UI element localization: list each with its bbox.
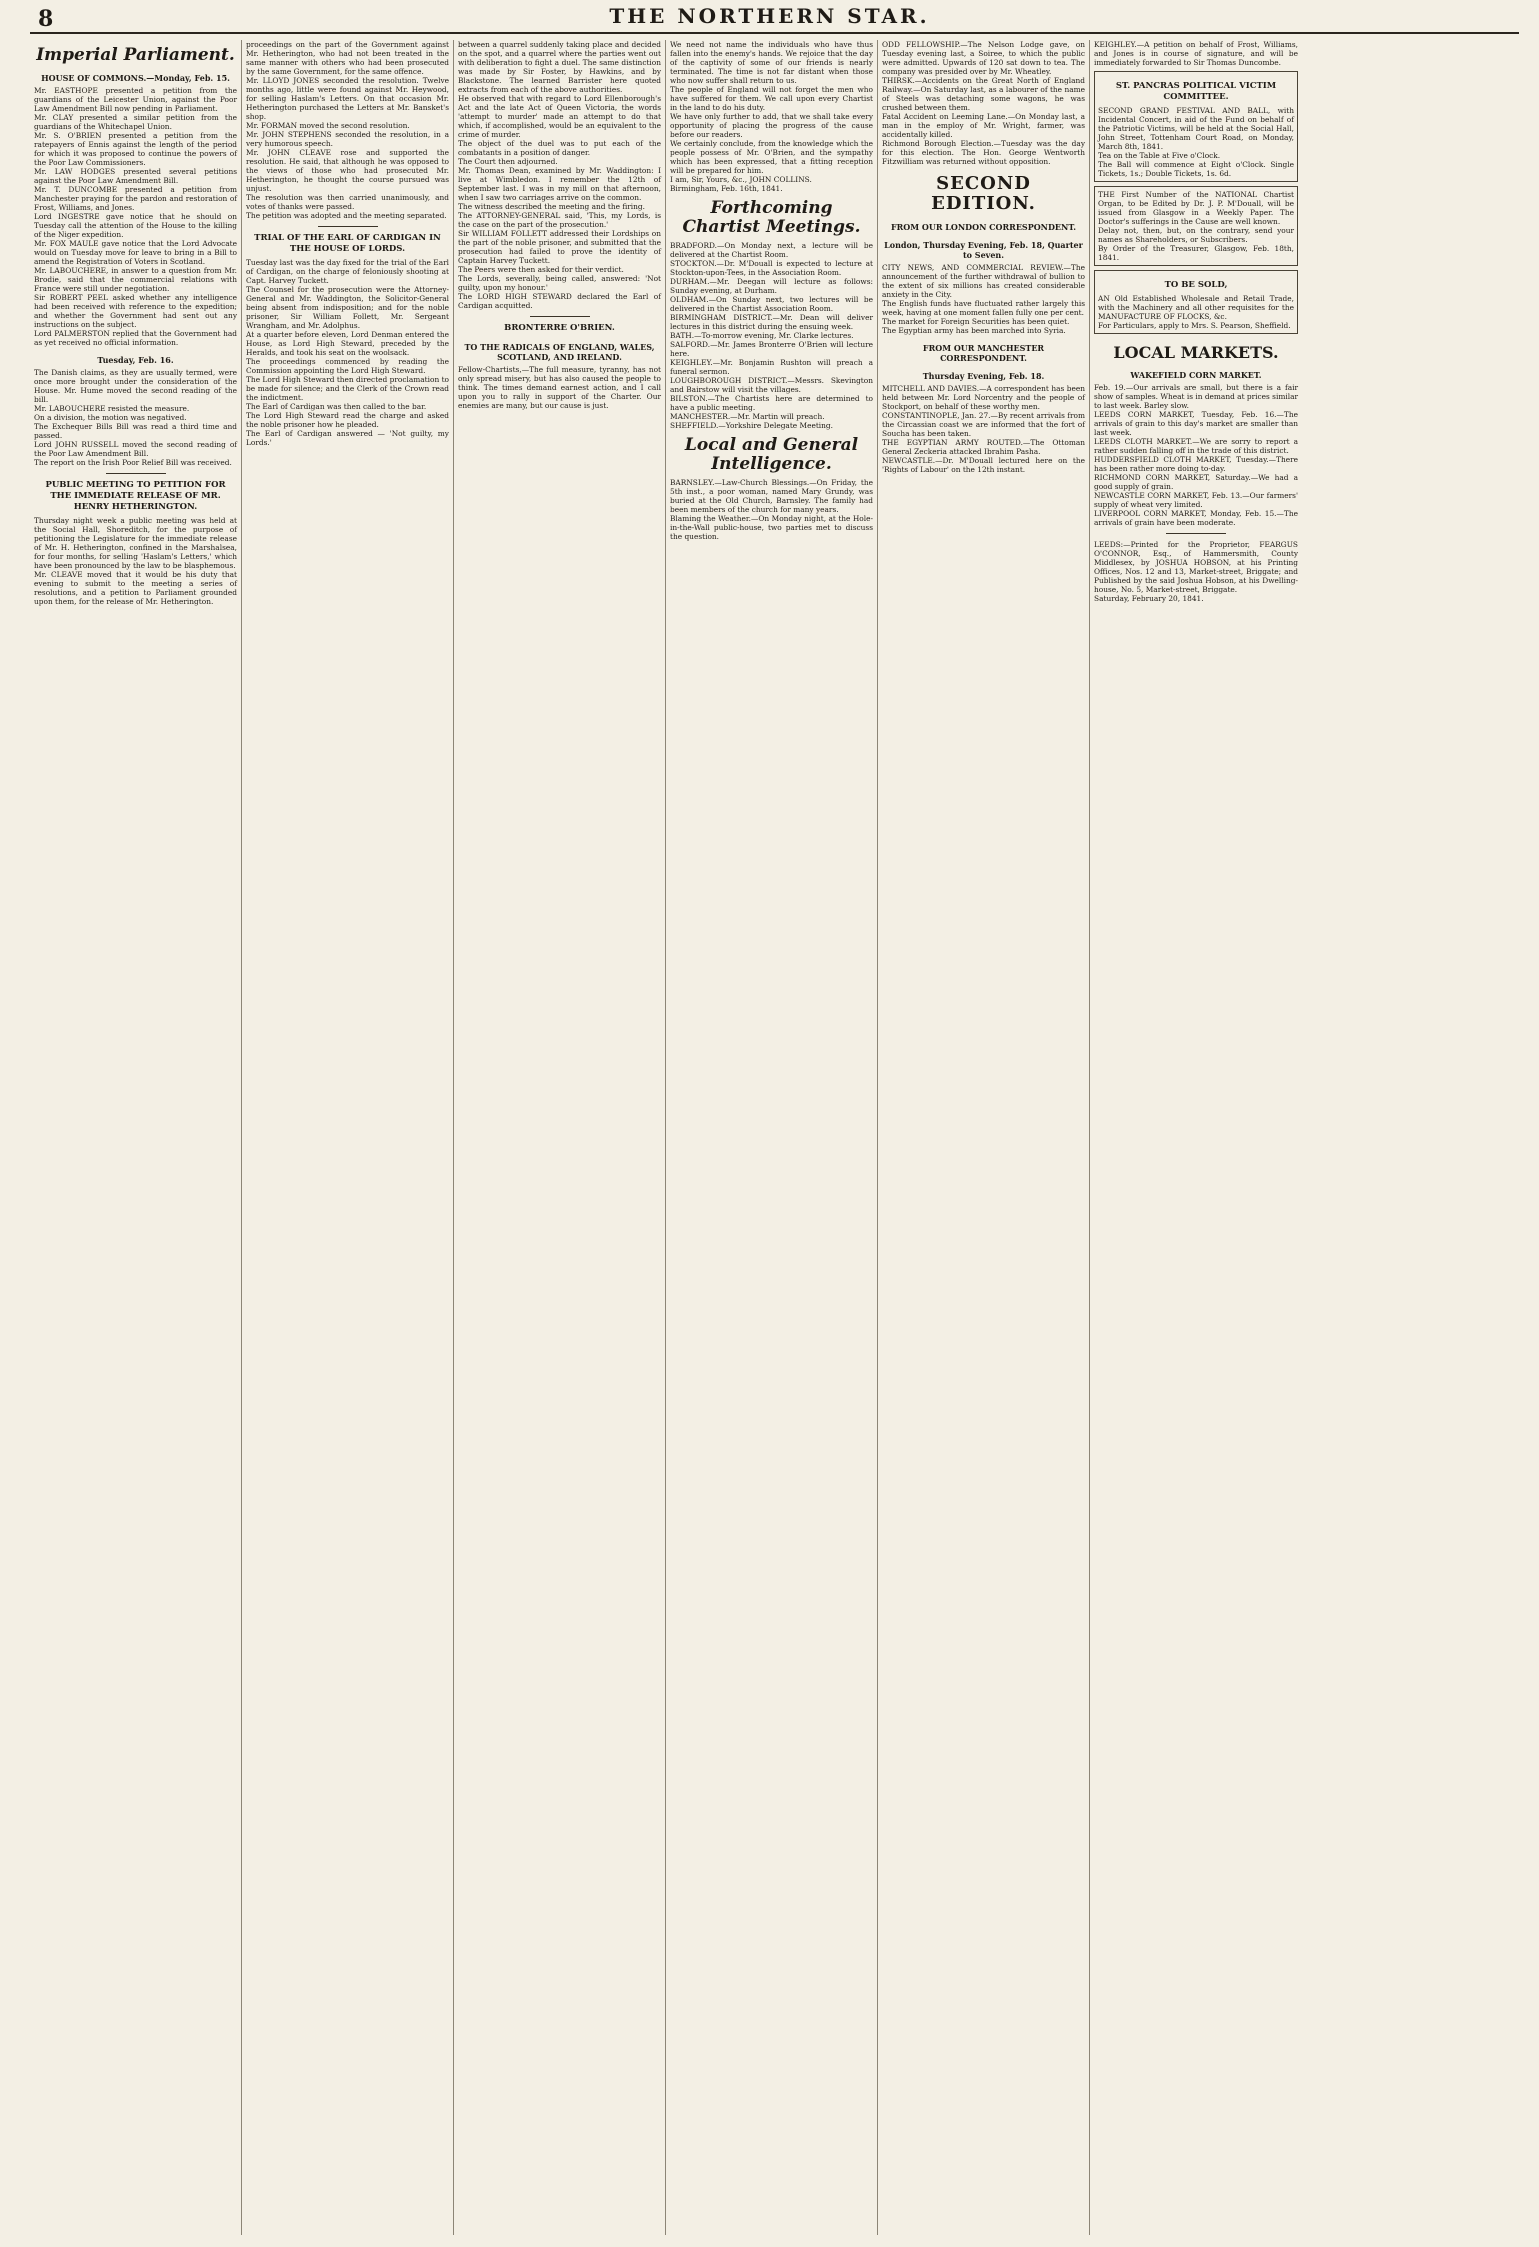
column-2	[242, 40, 454, 2235]
article-body: between a quarrel suddenly taking place and decided on the spot, and a quarrel where the parties went out with deliberation to fight a duel. The same distinction was made by Sir Foster, by Hawkins, and by Blackstone. The learned Barrister here quoted extracts from each of the above authorities. He observed that with regard to Lord Ellenborough's Act and the late Act of Queen Victoria, the words 'attempt to murder' made an attempt to do that which, if accomplished, would be an equivalent to the crime of murder. The object of the duel was to put each of the combatants in a position of danger. The Court then adjourned.	[458, 40, 661, 166]
article-body: Tuesday last was the day fixed for the trial of the Earl of Cardigan, on the charge of feloniously shooting at Capt. Harvey Tuckett. The Counsel for the prosecution were the Attorney-General and Mr. Waddington, the Solicitor-General being absent from indisposition; and for the noble prisoner, Sir William Follett, Mr. Sergeant Wrangham, and Mr. Adolphus. At a quarter before eleven, Lord Denman entered the House, as Lord High Steward, preceded by the Heralds, and took his seat on the woolsack. The proceedings commenced by reading the Commission appointing the Lord High Steward. The Lord High Steward then directed proclamation to be made for silence; and the Clerk of the Crown read the indictment. The Earl of Cardigan was then called to the bar. The Lord High Steward read the charge and asked the noble prisoner how he pleaded. The Earl of Cardigan answered — 'Not guilty, my Lords.'	[246, 258, 449, 447]
article-body: Mr. Thomas Dean, examined by Mr. Waddington: I live at Wimbledon. I remember the 12th of September last. I was in my mill on that afternoon, when I saw two carriages arrive on the common. The witness described the meeting and the firing. The ATTORNEY-GENERAL said, 'This, my Lords, is the case on the part of the prosecution.' Sir WILLIAM FOLLETT addressed their Lordships on the part of the noble prisoner, and submitted that the prosecution had failed to prove the identity of Captain Harvey Tuckett. The Peers were then asked for their verdict. The Lords, severally, being called, answered: 'Not guilty, upon my honour.' The LORD HIGH STEWARD declared the Earl of Cardigan acquitted.	[458, 166, 661, 310]
subheading-wakefield: WAKEFIELD CORN MARKET.	[1130, 370, 1262, 380]
markets-body: Feb. 19.—Our arrivals are small, but there is a fair show of samples. Wheat is in demand at prices similar to last week. Barley slow. LEEDS CORN MARKET, Tuesday, Feb. 16.—The arrivals of grain to this day's market are smaller than last week. LEEDS CLOTH MARKET.—We are sorry to report a rather sudden falling off in the trade of this district. HUDDERSFIELD CLOTH MARKET, Tuesday.—There has been rather more doing to-day. RICHMOND CORN MARKET, Saturday.—We had a good supply of grain. NEWCASTLE CORN MARKET, Feb. 13.—Our farmers' supply of wheat very limited. LIVERPOOL CORN MARKET, Monday, Feb. 15.—The arrivals of grain have been moderate.	[1094, 383, 1299, 527]
subheading-address: TO THE RADICALS OF ENGLAND, WALES, SCOTLAND, AND IRELAND.	[464, 342, 655, 362]
column-3	[454, 40, 666, 2235]
dateline: London, Thursday Evening, Feb. 18, Quarter to Seven.	[884, 240, 1083, 260]
ad-body: AN Old Established Wholesale and Retail Trade, with the Machinery and all other requisites for the MANUFACTURE OF FLOCKS, &c. For Particulars, apply to Mrs. S. Pearson, Sheffield.	[1098, 294, 1294, 330]
subheading-london: FROM OUR LONDON CORRESPONDENT.	[890, 222, 1077, 232]
article-body: Mr. EASTHOPE presented a petition from the guardians of the Leicester Union, against the Poor Law Amendment Bill now pending in Parliament. Mr. CLAY presented a similar petition from the guardians of the Whitechapel Union. Mr. S. O'BRIEN presented a petition from the ratepayers of Ennis against the length of the period for which it was proposed to continue the powers of the Poor Law Commissioners. Mr. LAW HODGES presented several petitions against the Poor Law Amendment Bill. Mr. T. DUNCOMBE presented a petition from Manchester praying for the pardon and restoration of Frost, Williams, and Jones. Lord INGESTRE gave notice that he should on Tuesday call the attention of the House to the killing of the Niger expedition. Mr. FOX MAULE gave notice that the Lord Advocate would on Tuesday move for leave to bring in a Bill to amend the Registration of Voters in Scotland. Mr. LABOUCHERE, in answer to a question from Mr. Brodie, said that the commercial relations with France were still under negotiation. Sir ROBERT PEEL asked whether any intelligence had been received with reference to the expedition; and whether the Government had sent out any instructions on the subject. Lord PALMERSTON replied that the Government had as yet received no official information.	[34, 86, 237, 347]
divider	[318, 226, 378, 227]
meetings-list: BRADFORD.—On Monday next, a lecture will be delivered at the Chartist Room. STOCKTON.—Dr. M'Douall is expected to lecture at Stockton-upon-Tees, in the Association Room. DURHAM.—Mr. Deegan will lecture as follows: Sunday evening, at Durham. OLDHAM.—On Sunday next, two lectures will be delivered in the Chartist Association Room. BIRMINGHAM DISTRICT.—Mr. Dean will deliver lectures in this district during the ensuing week. BATH.—To-morrow evening, Mr. Clarke lectures. SALFORD.—Mr. James Bronterre O'Brien will lecture here. KEIGHLEY.—Mr. Bonjamin Rushton will preach a funeral sermon. LOUGHBOROUGH DISTRICT.—Messrs. Skevington and Bairstow will visit the villages. BILSTON.—The Chartists here are determined to have a public meeting. MANCHESTER.—Mr. Martin will preach. SHEFFIELD.—Yorkshire Delegate Meeting.	[670, 241, 873, 430]
subheading-hetherington: PUBLIC MEETING TO PETITION FOR THE IMMEDIATE RELEASE OF MR. HENRY HETHERINGTON.	[45, 480, 226, 512]
ad-body: SECOND GRAND FESTIVAL AND BALL, with Incidental Concert, in aid of the Fund on behalf of the Patriotic Victims, will be held at the Social Hall, John Street, Tottenham Court Road, on Monday, March 8th, 1841. Tea on the Table at Five o'Clock. The Ball will commence at Eight o'Clock. Single Tickets, 1s.; Double Tickets, 1s. 6d.	[1098, 106, 1294, 178]
advertisement-box	[1094, 186, 1298, 266]
column-5	[878, 40, 1090, 2235]
article-body: CITY NEWS, AND COMMERCIAL REVIEW.—The announcement of the further withdrawal of bullion to the extent of six millions has created considerable anxiety in the City. The English funds have fluctuated rather largely this week, having at one moment fallen fully one per cent. The market for Foreign Securities has been quiet. The Egyptian army has been marched into Syria.	[882, 263, 1085, 335]
subheading-commons: HOUSE OF COMMONS.—Monday, Feb. 15.	[41, 73, 230, 83]
article-body: We need not name the individuals who have thus fallen into the enemy's hands. We rejoice that the day of the captivity of some of our friends is nearly terminated. The time is not far distant when those who now suffer shall return to us. The people of England will not forget the men who have suffered for them. We call upon every Chartist in the land to do his duty. We have only further to add, that we shall take every opportunity of placing the progress of the cause before our readers. We certainly conclude, from the knowledge which the people possess of Mr. O'Brien, and the sympathy which has been expressed, that a fitting reception will be prepared for him.	[670, 40, 873, 175]
article-body: Fellow-Chartists,—The full measure, tyranny, has not only spread misery, but has also caused the people to think. The times demand earnest action, and I call upon you to rally in support of the Charter. Our enemies are many, but our cause is just.	[458, 365, 664, 410]
dateline: Birmingham, Feb. 16th, 1841.	[670, 184, 783, 193]
section-heading-markets: LOCAL MARKETS.	[1113, 343, 1279, 362]
masthead	[0, 0, 1539, 36]
ad-title: TO BE SOLD,	[1164, 280, 1228, 290]
article-body: MITCHELL AND DAVIES.—A correspondent has been held between Mr. Lord Norcentry and the people of Stockport, on behalf of these worthy men. CONSTANTINOPLE, Jan. 27.—By recent arrivals from the Circassian coast we are informed that the fort of Soucha has been taken. THE EGYPTIAN ARMY ROUTED.—The Ottoman General Zeckeria attacked Ibrahim Pasha. NEWCASTLE.—Dr. M'Douall lectured here on the 'Rights of Labour' on the 12th instant.	[882, 384, 1085, 474]
column-1	[30, 40, 242, 2235]
signoff: I am, Sir, Yours, &c., JOHN COLLINS.	[670, 175, 812, 184]
subheading-manchester: FROM OUR MANCHESTER CORRESPONDENT.	[922, 343, 1045, 363]
advertisement-box	[1094, 71, 1298, 182]
printer-imprint: LEEDS:—Printed for the Proprietor, FEARGUS O'CONNOR, Esq., of Hammersmith, County Middlesex, by JOSHUA HOBSON, at his Printing Offices, Nos. 12 and 13, Market-street, Briggate; and Published by the said Joshua Hobson, at his Dwelling-house, No. 5, Market-street, Briggate. Saturday, February 20, 1841.	[1094, 540, 1298, 603]
article-body: ODD FELLOWSHIP.—The Nelson Lodge gave, on Tuesday evening last, a Soiree, to which the public were admitted. Upwards of 120 sat down to tea. The company was presided over by Mr. Wheatley. THIRSK.—Accidents on the Great North of England Railway.—On Saturday last, as a labourer of the name of Steels was detaching some wagons, he was crushed between them. Fatal Accident on Leeming Lane.—On Monday last, a man in the employ of Mr. Wright, farmer, was accidentally killed. Richmond Borough Election.—Tuesday was the day for this election. The Hon. George Wentworth Fitzwilliam was returned without opposition.	[882, 40, 1085, 166]
ad-body: THE First Number of the NATIONAL Chartist Organ, to be Edited by Dr. J. P. M'Douall, will be issued from Glasgow in a Weekly Paper. The Doctor's sufferings in the Cause are well known. Delay not, then, but, on the contrary, send your names as Shareholders, or Subscribers. By Order of the Treasurer, Glasgow, Feb. 18th, 1841.	[1098, 190, 1294, 262]
column-4	[666, 40, 878, 2235]
dateline: Thursday Evening, Feb. 18.	[922, 371, 1045, 381]
article-body: proceedings on the part of the Government against Mr. Hetherington, who had not been treated in the same manner with others who had been prosecuted by the same Government, for the same offence. Mr. LLOYD JONES seconded the resolution. Twelve months ago, little were found against Mr. Heywood, for selling Haslam's Letters. On that occasion Mr. Hetherington purchased the Letters at Mr. Bansket's shop. Mr. FORMAN moved the second resolution. Mr. JOHN STEPHENS seconded the resolution, in a very humorous speech. Mr. JOHN CLEAVE rose and supported the resolution. He said, that although he was opposed to the views of those who had prosecuted Mr. Hetherington, he thought the course pursued was unjust. The resolution was then carried unanimously, and votes of thanks were passed. The petition was adopted and the meeting separated.	[246, 40, 449, 220]
article-body: The Danish claims, as they are usually termed, were once more brought under the consideration of the House. Mr. Hume moved the second reading of the bill. Mr. LABOUCHERE resisted the measure. On a division, the motion was negatived. The Exchequer Bills Bill was read a third time and passed. Lord JOHN RUSSELL moved the second reading of the Poor Law Amendment Bill. The report on the Irish Poor Relief Bill was received.	[34, 368, 237, 467]
second-edition-heading: SECOND EDITION.	[931, 173, 1036, 214]
article-body: Thursday night week a public meeting was held at the Social Hall, Shoreditch, for the purpose of petitioning the Legislature for the immediate release of Mr. H. Hetherington, confined in the Marshalsea, for four months, for selling 'Haslam's Letters,' which have been pronounced by the law to be blasphemous. Mr. CLEAVE moved that it would be his duty that evening to submit to the meeting a series of resolutions, and a petition to Parliament grounded upon them, for the release of Mr. Hetherington.	[34, 516, 237, 606]
divider	[1166, 533, 1226, 534]
subheading-obrien: BRONTERRE O'BRIEN.	[504, 323, 615, 333]
article-body: BARNSLEY.—Law-Church Blessings.—On Friday, the 5th inst., a poor woman, named Mary Grundy, was buried at the Old Church, Barnsley. The family had been members of the church for many years. Blaming the Weather.—On Monday night, at the Hole-in-the-Wall public-house, two parties met to discuss the question.	[670, 478, 873, 541]
masthead-rule	[30, 32, 1519, 34]
advertisement-box	[1094, 270, 1298, 334]
newspaper-title: THE NORTHERN STAR.	[609, 4, 930, 28]
column-6	[1090, 40, 1302, 2235]
section-heading-meetings: Forthcoming Chartist Meetings.	[682, 198, 861, 237]
article-body: KEIGHLEY.—A petition on behalf of Frost, Williams, and Jones is in course of signature, and will be immediately forwarded to Sir Thomas Duncombe.	[1094, 40, 1301, 67]
page-number: 8	[38, 6, 54, 32]
divider	[530, 316, 590, 317]
section-heading-local: Local and General Intelligence.	[684, 435, 859, 474]
subheading-cardigan-trial: TRIAL OF THE EARL OF CARDIGAN IN THE HOUSE OF LORDS.	[254, 233, 441, 254]
newspaper-columns	[30, 40, 1522, 2235]
section-heading-parliament: Imperial Parliament.	[36, 45, 235, 65]
ad-title: ST. PANCRAS POLITICAL VICTIM COMMITTEE.	[1115, 81, 1277, 102]
divider	[106, 473, 166, 474]
subheading-date: Tuesday, Feb. 16.	[97, 355, 174, 365]
